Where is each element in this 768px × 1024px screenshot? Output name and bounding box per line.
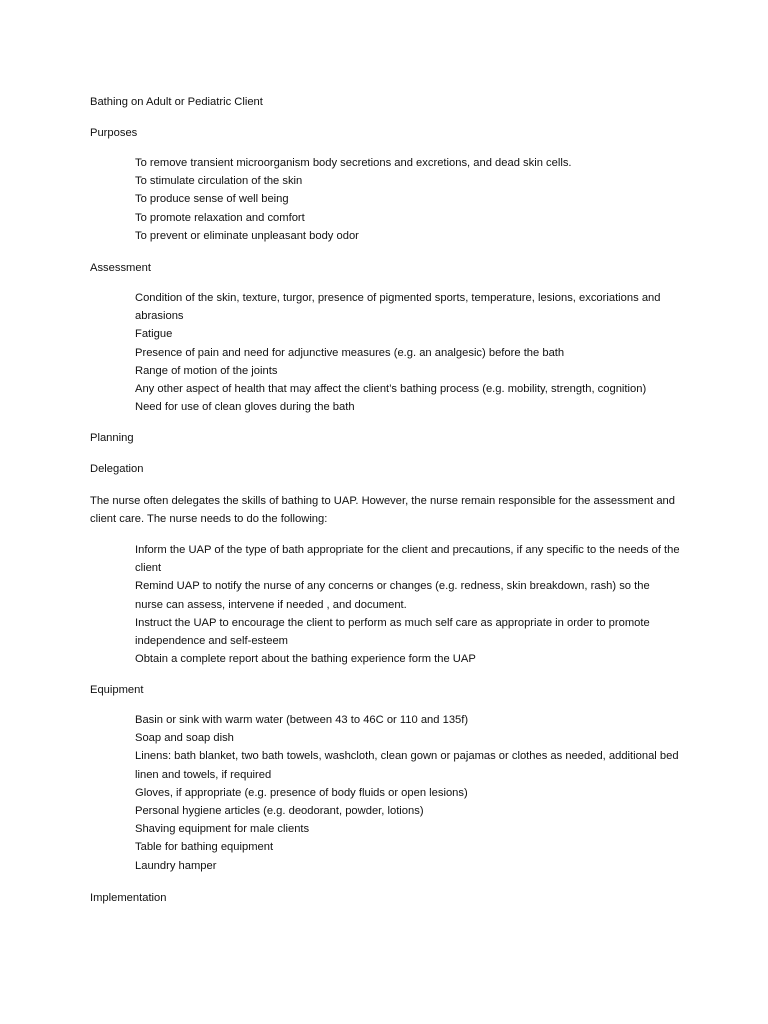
list-item: Soap and soap dish	[135, 732, 234, 745]
assessment-list	[135, 289, 680, 416]
list-item: Need for use of clean gloves during the bath	[135, 401, 355, 414]
heading-equipment: Equipment	[90, 684, 144, 696]
heading-planning: Planning	[90, 432, 134, 444]
list-item: Basin or sink with warm water (between 43 to 46C or 110 and 135f)	[135, 714, 469, 726]
list-item: To prevent or eliminate unpleasant body odor	[135, 229, 359, 242]
heading-purposes: Purposes	[90, 127, 138, 139]
equipment-list	[135, 711, 680, 875]
list-item: Range of motion of the joints	[135, 364, 278, 377]
list-item: Instruct the UAP to encourage the client to perform as much self care as appropriate in order to promote independence and self-esteem	[135, 616, 650, 648]
heading-delegation: Delegation	[90, 463, 144, 475]
list-item: Gloves, if appropriate (e.g. presence of body fluids or open lesions)	[135, 786, 468, 799]
list-item: To remove transient microorganism body secretions and excretions, and dead skin cells.	[135, 157, 572, 169]
delegation-paragraph: The nurse often delegates the skills of bathing to UAP. However, the nurse remain responsible for the assessment and client care. The nurse needs to do the following:	[90, 495, 675, 526]
delegation-list	[135, 541, 680, 668]
list-item: Any other aspect of health that may affect the client’s bathing process (e.g. mobility, strength, cognition)	[135, 383, 647, 396]
list-item: Laundry hamper	[135, 859, 217, 872]
list-item: Fatigue	[135, 328, 173, 341]
list-item: Linens: bath blanket, two bath towels, washcloth, clean gown or pajamas or clothes as needed, additional bed linen and towels, if required	[135, 750, 679, 781]
list-item: To promote relaxation and comfort	[135, 211, 305, 224]
list-item: To stimulate circulation of the skin	[135, 175, 303, 188]
list-item: Inform the UAP of the type of bath appropriate for the client and precautions, if any specific to the needs of the client	[135, 544, 680, 575]
list-item: Personal hygiene articles (e.g. deodorant, powder, lotions)	[135, 805, 424, 818]
heading-implementation: Implementation	[90, 892, 167, 904]
list-item: To produce sense of well being	[135, 193, 289, 206]
list-item: Table for bathing equipment	[135, 841, 274, 854]
list-item: Shaving equipment for male clients	[135, 823, 310, 836]
list-item: Presence of pain and need for adjunctive measures (e.g. an analgesic) before the bath	[135, 346, 565, 359]
list-item: Remind UAP to notify the nurse of any concerns or changes (e.g. redness, skin breakdown, rash) so the nurse can assess, intervene if needed , and document.	[135, 580, 650, 611]
purposes-list	[135, 154, 680, 245]
document-title: Bathing on Adult or Pediatric Client	[90, 96, 263, 108]
list-item: Condition of the skin, texture, turgor, presence of pigmented sports, temperature, lesions, excoriations and abrasions	[135, 292, 661, 323]
list-item: Obtain a complete report about the bathing experience form the UAP	[135, 653, 476, 666]
heading-assessment: Assessment	[90, 262, 151, 274]
